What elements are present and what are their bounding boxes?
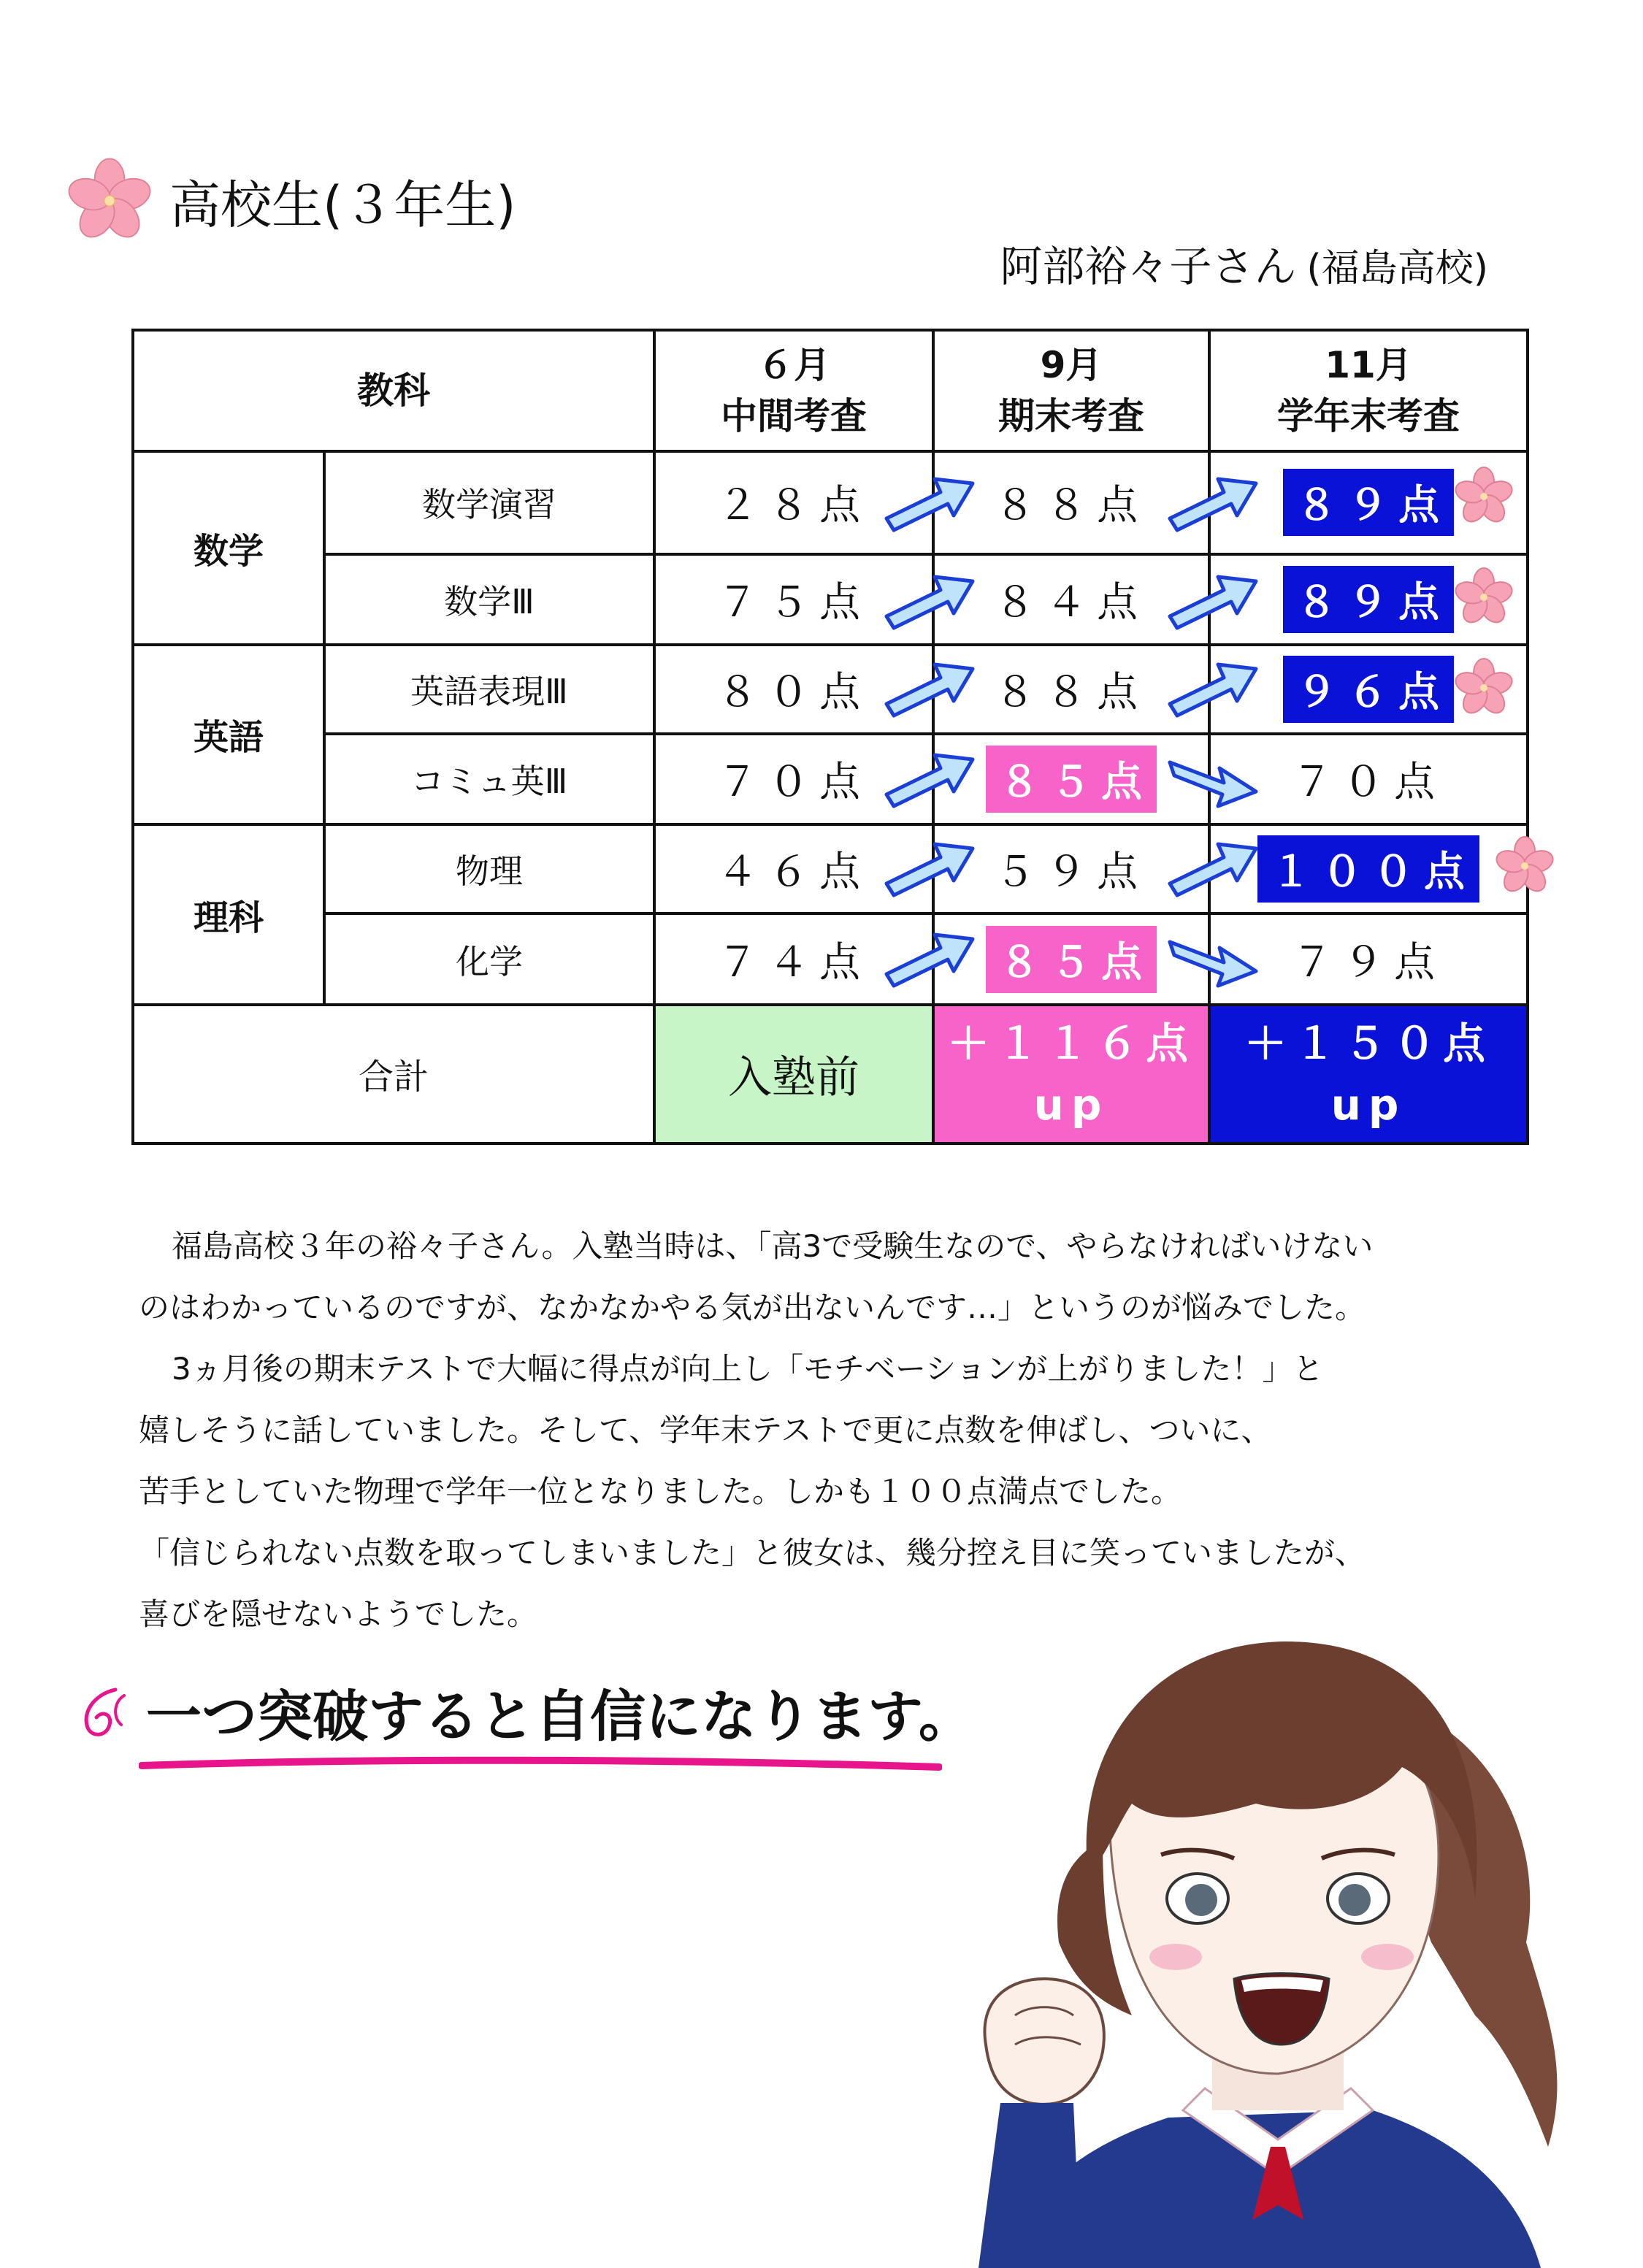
student-name-line <box>1000 232 1488 294</box>
story-line: 嬉しそうに話していました。そして、学年末テストで更に点数を伸ばし、ついに、 <box>139 1412 1272 1448</box>
score-june: ２８点 <box>654 451 933 553</box>
score-june: ８０点 <box>654 645 933 734</box>
score-june: ７４点 <box>654 913 933 1004</box>
score-september <box>933 734 1209 824</box>
tagline <box>73 1672 974 1752</box>
score-table <box>131 329 1529 1145</box>
table-row <box>133 824 1528 913</box>
score-november <box>1209 645 1528 734</box>
score-november: ７９点 <box>1209 913 1528 1004</box>
highlight-blue: １００点 <box>1257 835 1479 903</box>
story-line: のはわかっているのですが、なかなかやる気が出ないんです…」というのが悩みでした。 <box>139 1290 1366 1325</box>
table-row <box>133 645 1528 734</box>
story-line: 3ヵ月後の期末テストで大幅に得点が向上し「モチベーションが上がりました！」と <box>172 1351 1324 1387</box>
subject-cell: 数学Ⅲ <box>324 554 654 645</box>
score-september: ８４点 <box>933 554 1209 645</box>
table-row <box>133 913 1528 1004</box>
subject-cell: 化学 <box>324 913 654 1004</box>
section-heading <box>66 161 516 241</box>
sakura-icon <box>66 157 153 245</box>
page-title: 高校生(３年生) <box>169 175 516 235</box>
score-june: ７５点 <box>654 554 933 645</box>
story-line: 苦手としていた物理で学年一位となりました。しかも１００点満点でした。 <box>139 1474 1182 1509</box>
group-english: 英語 <box>133 645 324 824</box>
swirl-mark-icon <box>73 1679 139 1745</box>
table-row <box>133 734 1528 824</box>
student-school: (福島高校) <box>1306 247 1488 291</box>
table-row <box>133 554 1528 645</box>
score-september: ５９点 <box>933 824 1209 913</box>
highlight-blue: ８９点 <box>1283 566 1454 633</box>
score-september: ８８点 <box>933 451 1209 553</box>
story-line: 「信じられない点数を取ってしまいました」と彼女は、幾分控え目に笑っていましたが、 <box>139 1535 1366 1571</box>
group-math: 数学 <box>133 451 324 644</box>
subject-cell: 数学演習 <box>324 451 654 553</box>
score-june: ４６点 <box>654 824 933 913</box>
highlight-blue: ９６点 <box>1283 656 1454 723</box>
score-november <box>1209 554 1528 645</box>
subject-cell: 英語表現Ⅲ <box>324 645 654 734</box>
header-subject: 教科 <box>133 330 654 451</box>
story-line: 福島高校３年の裕々子さん。入塾当時は、「高3で受験生なので、やらなければいけない <box>172 1228 1374 1264</box>
story-text <box>139 1216 1526 1645</box>
score-november <box>1209 824 1528 913</box>
score-november: ７０点 <box>1209 734 1528 824</box>
table-row <box>133 451 1528 553</box>
highlight-pink: ８５点 <box>986 746 1157 813</box>
gain-november: ＋１５０点 up <box>1209 1005 1528 1143</box>
header-row <box>133 330 1528 451</box>
student-name: 阿部裕々子さん <box>1000 242 1297 291</box>
before-enrollment: 入塾前 <box>654 1005 933 1143</box>
gain-september: ＋１１６点 up <box>933 1005 1209 1143</box>
header-june: ６月 中間考査 <box>654 330 933 451</box>
student-girl-illustration <box>964 1636 1606 2268</box>
subject-cell: コミュ英Ⅲ <box>324 734 654 824</box>
group-science: 理科 <box>133 824 324 1004</box>
header-september: 9月 期末考査 <box>933 330 1209 451</box>
score-november <box>1209 451 1528 553</box>
highlight-pink: ８５点 <box>986 926 1157 993</box>
total-row <box>133 1005 1528 1143</box>
score-september: ８８点 <box>933 645 1209 734</box>
total-label: 合計 <box>133 1005 654 1143</box>
header-november: 11月 学年末考査 <box>1209 330 1528 451</box>
score-june: ７０点 <box>654 734 933 824</box>
subject-cell: 物理 <box>324 824 654 913</box>
score-september <box>933 913 1209 1004</box>
tagline-text: 一つ突破すると自信になります。 <box>146 1684 974 1749</box>
highlight-blue: ８９点 <box>1283 469 1454 536</box>
tagline-underline <box>139 1754 942 1773</box>
story-line: 喜びを隠せないようでした。 <box>139 1596 538 1632</box>
